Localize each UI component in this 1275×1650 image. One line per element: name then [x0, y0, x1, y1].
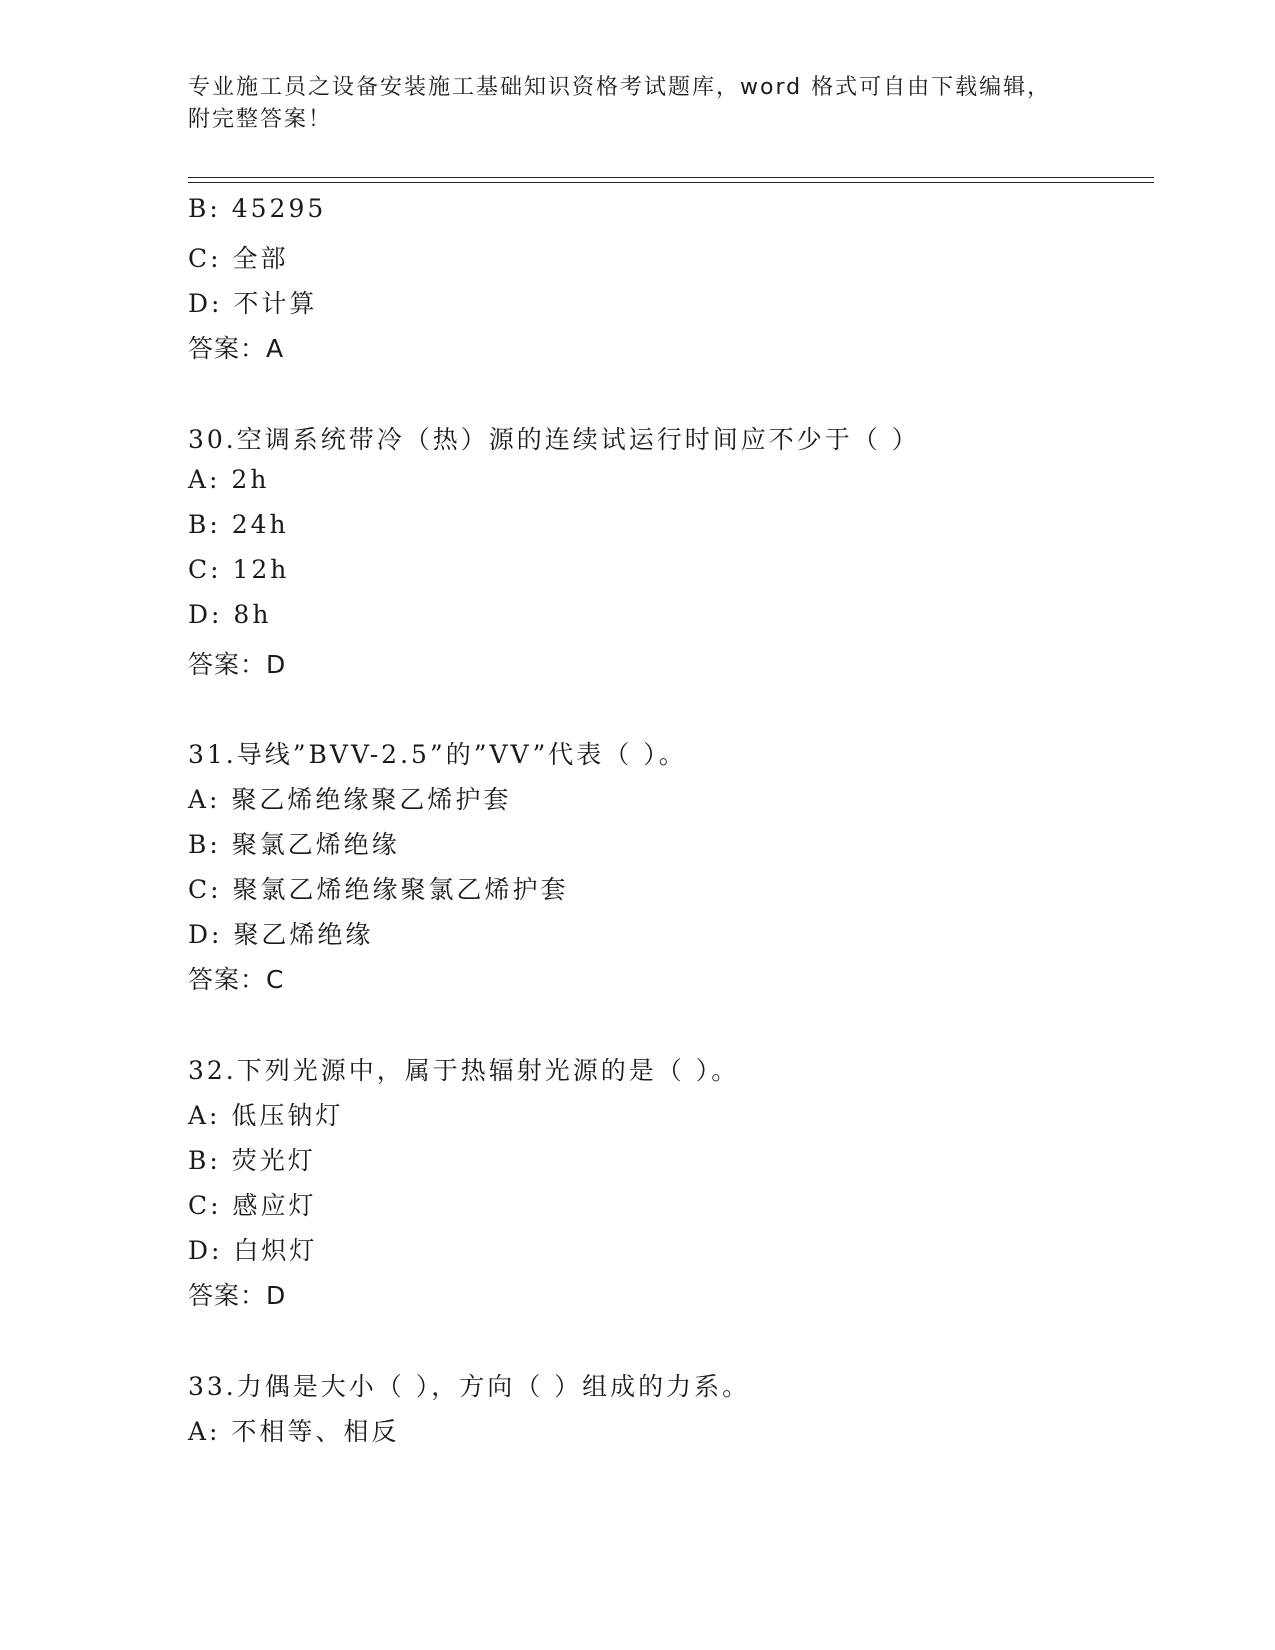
q30-option-c: C: 12h: [188, 555, 290, 584]
q32-question: 32.下列光源中，属于热辐射光源的是（ ）。: [188, 1056, 740, 1085]
q30-option-a: A: 2h: [188, 465, 270, 494]
q30-answer: 答案：D: [188, 650, 287, 679]
prev-option-d: D: 不计算: [188, 289, 318, 318]
prev-option-b: B: 45295: [188, 194, 327, 223]
q31-option-a: A: 聚乙烯绝缘聚乙烯护套: [188, 785, 512, 814]
q32-answer: 答案：D: [188, 1281, 287, 1310]
q32-option-b: B: 荧光灯: [188, 1146, 316, 1175]
q32-option-a: A: 低压钠灯: [188, 1101, 344, 1130]
header-divider-top: [188, 177, 1154, 178]
prev-answer: 答案：A: [188, 334, 285, 363]
q31-answer: 答案：C: [188, 965, 285, 994]
prev-option-c: C: 全部: [188, 244, 289, 273]
q33-option-a: A: 不相等、相反: [188, 1417, 400, 1446]
q32-option-d: D: 白炽灯: [188, 1236, 318, 1265]
q31-option-c: C: 聚氯乙烯绝缘聚氯乙烯护套: [188, 875, 569, 904]
q31-option-b: B: 聚氯乙烯绝缘: [188, 830, 400, 859]
q30-question: 30.空调系统带冷（热）源的连续试运行时间应不少于（ ）: [188, 425, 920, 454]
q33-question: 33.力偶是大小（ ），方向（ ）组成的力系。: [188, 1372, 751, 1401]
q32-option-c: C: 感应灯: [188, 1191, 317, 1220]
q31-question: 31.导线”BVV-2.5”的”VV”代表（ ）。: [188, 740, 687, 769]
q30-option-d: D: 8h: [188, 600, 272, 629]
q30-option-b: B: 24h: [188, 510, 289, 539]
header-line-2: 附完整答案！: [188, 107, 333, 132]
header-divider-bottom: [188, 182, 1154, 183]
document-header: [188, 72, 1088, 136]
header-line-1: 专业施工员之设备安装施工基础知识资格考试题库，word 格式可自由下载编辑，: [188, 75, 1052, 100]
q31-option-d: D: 聚乙烯绝缘: [188, 920, 374, 949]
